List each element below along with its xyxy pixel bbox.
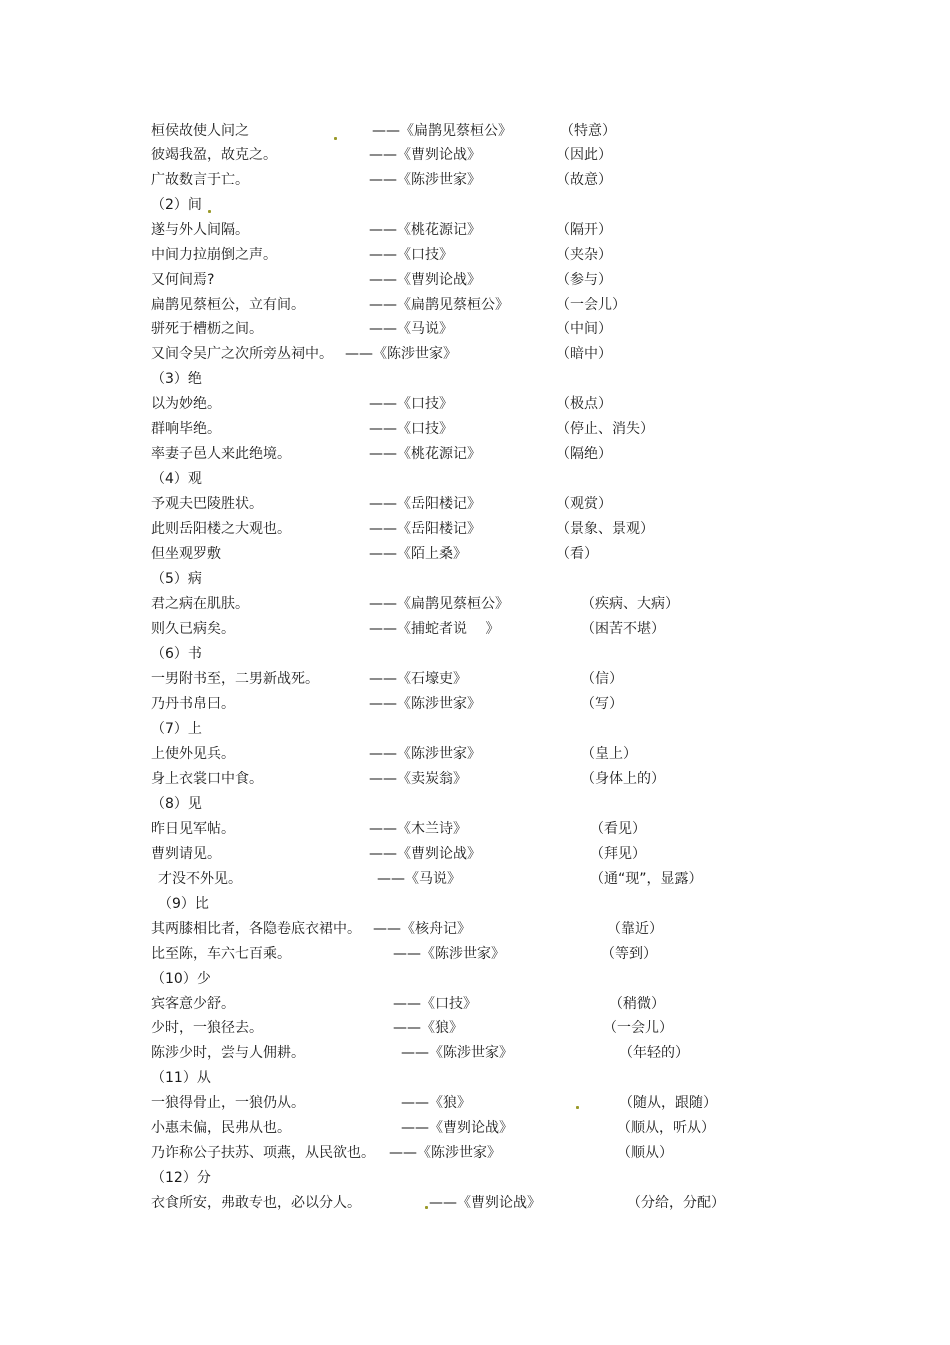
entry-source: ——《曹刿论战》 <box>369 147 481 163</box>
entry-sentence: 身上衣裳口中食。 <box>151 771 263 787</box>
entry-source: ——《陈涉世家》 <box>389 1145 501 1161</box>
print-speck <box>208 210 211 213</box>
entry-meaning: （隔开） <box>556 222 612 238</box>
entry-meaning: （顺从） <box>617 1145 673 1161</box>
entry-row <box>0 243 950 267</box>
entry-row <box>0 168 950 192</box>
entry-source: ——《马说》 <box>377 871 461 887</box>
section-heading: （3）绝 <box>151 371 202 387</box>
entry-source: ——《捕蛇者说 》 <box>369 621 500 637</box>
section-heading: （5）病 <box>151 571 202 587</box>
entry-row <box>0 119 950 143</box>
entry-row <box>0 293 950 317</box>
section-heading: （7）上 <box>151 721 202 737</box>
entry-sentence: 衣食所安，弗敢专也，必以分人。 <box>151 1195 361 1211</box>
entry-meaning: （疾病、大病） <box>581 596 679 612</box>
entry-sentence: 率妻子邑人来此绝境。 <box>151 446 291 462</box>
entry-sentence: 一狼得骨止，一狼仍从。 <box>151 1095 305 1111</box>
entry-meaning: （因此） <box>556 147 612 163</box>
entry-meaning: （暗中） <box>556 346 612 362</box>
entry-meaning: （看见） <box>590 821 646 837</box>
entry-meaning: （年轻的） <box>619 1045 689 1061</box>
entry-sentence: 乃诈称公子扶苏、项燕，从民欲也。 <box>151 1145 375 1161</box>
entry-meaning: （夹杂） <box>556 247 612 263</box>
entry-meaning: （顺从，听从） <box>617 1120 715 1136</box>
entry-meaning: （中间） <box>556 321 612 337</box>
entry-row <box>0 1116 950 1140</box>
entry-meaning: （信） <box>581 671 623 687</box>
section-heading: （10）少 <box>151 971 211 987</box>
entry-source: ——《陈涉世家》 <box>369 746 481 762</box>
entry-meaning: （极点） <box>556 396 612 412</box>
entry-source: ——《陈涉世家》 <box>369 172 481 188</box>
entry-row <box>0 542 950 566</box>
section-heading: （12）分 <box>151 1170 211 1186</box>
entry-row <box>0 917 950 941</box>
entry-meaning: （停止、消失） <box>556 421 654 437</box>
entry-sentence: 予观夫巴陵胜状。 <box>151 496 263 512</box>
entry-source: ——《曹刿论战》 <box>429 1195 541 1211</box>
print-speck <box>576 1106 579 1109</box>
entry-meaning: （故意） <box>556 172 612 188</box>
section-heading: （8）见 <box>151 796 202 812</box>
entry-sentence: 群响毕绝。 <box>151 421 221 437</box>
entry-sentence: 君之病在肌肤。 <box>151 596 249 612</box>
entry-meaning: （景象、景观） <box>556 521 654 537</box>
entry-row <box>0 867 950 891</box>
entry-source: ——《扁鹊见蔡桓公》 <box>372 123 512 139</box>
entry-row <box>0 742 950 766</box>
entry-meaning: （拜见） <box>590 846 646 862</box>
entry-meaning: （困苦不堪） <box>581 621 665 637</box>
entry-sentence: 乃丹书帛曰。 <box>151 696 235 712</box>
entry-sentence: 中间力拉崩倒之声。 <box>151 247 277 263</box>
entry-sentence: 小惠未偏，民弗从也。 <box>151 1120 291 1136</box>
section-heading: （6）书 <box>151 646 202 662</box>
entry-meaning: （参与） <box>556 272 612 288</box>
entry-source: ——《曹刿论战》 <box>401 1120 513 1136</box>
entry-source: ——《狼》 <box>401 1095 471 1111</box>
entry-source: ——《桃花源记》 <box>369 446 481 462</box>
entry-row <box>0 667 950 691</box>
entry-source: ——《石壕吏》 <box>369 671 467 687</box>
entry-sentence: 此则岳阳楼之大观也。 <box>151 521 291 537</box>
entry-sentence: 少时，一狼径去。 <box>151 1020 263 1036</box>
entry-row <box>0 767 950 791</box>
entry-source: ——《岳阳楼记》 <box>369 521 481 537</box>
entry-source: ——《核舟记》 <box>373 921 471 937</box>
entry-meaning: （观赏） <box>556 496 612 512</box>
entry-meaning: （身体上的） <box>581 771 665 787</box>
entry-row <box>0 442 950 466</box>
entry-row <box>0 1091 950 1115</box>
entry-source: ——《口技》 <box>369 247 453 263</box>
entry-row <box>0 143 950 167</box>
entry-meaning: （靠近） <box>607 921 663 937</box>
entry-meaning: （一会儿） <box>603 1020 673 1036</box>
entry-sentence: 扁鹊见蔡桓公，立有间。 <box>151 297 305 313</box>
entry-source: ——《扁鹊见蔡桓公》 <box>369 297 509 313</box>
entry-meaning: （看） <box>556 546 598 562</box>
entry-meaning: （特意） <box>560 123 616 139</box>
section-heading: （9）比 <box>158 896 209 912</box>
entry-source: ——《扁鹊见蔡桓公》 <box>369 596 509 612</box>
entry-sentence: 又间令吴广之次所旁丛祠中。 <box>151 346 333 362</box>
entry-row <box>0 842 950 866</box>
entry-sentence: 又何间焉? <box>151 272 215 288</box>
entry-row <box>0 1041 950 1065</box>
entry-source: ——《桃花源记》 <box>369 222 481 238</box>
entry-source: ——《陌上桑》 <box>369 546 467 562</box>
entry-sentence: 昨日见军帖。 <box>151 821 235 837</box>
entry-source: ——《陈涉世家》 <box>369 696 481 712</box>
entry-row <box>0 817 950 841</box>
entry-sentence: 其两膝相比者，各隐卷底衣裙中。 <box>151 921 361 937</box>
entry-meaning: （随从，跟随） <box>619 1095 717 1111</box>
entry-row <box>0 317 950 341</box>
entry-meaning: （皇上） <box>581 746 637 762</box>
entry-source: ——《狼》 <box>393 1020 463 1036</box>
entry-sentence: 骈死于槽枥之间。 <box>151 321 263 337</box>
entry-sentence: 一男附书至，二男新战死。 <box>151 671 319 687</box>
entry-meaning: （等到） <box>601 946 657 962</box>
entry-source: ——《木兰诗》 <box>369 821 467 837</box>
entry-meaning: （写） <box>581 696 623 712</box>
entry-sentence: 遂与外人间隔。 <box>151 222 249 238</box>
entry-sentence: 桓侯故使人问之 <box>151 123 249 139</box>
entry-source: ——《陈涉世家》 <box>393 946 505 962</box>
entry-row <box>0 517 950 541</box>
entry-meaning: （一会儿） <box>556 297 626 313</box>
entry-sentence: 彼竭我盈，故克之。 <box>151 147 277 163</box>
entry-row <box>0 942 950 966</box>
entry-row <box>0 342 950 366</box>
entry-sentence: 比至陈，车六七百乘。 <box>151 946 291 962</box>
section-heading: （4）观 <box>151 471 202 487</box>
entry-source: ——《陈涉世家》 <box>345 346 457 362</box>
entry-sentence: 则久已病矣。 <box>151 621 235 637</box>
section-heading: （2）间 <box>151 197 202 213</box>
entry-meaning: （稍微） <box>609 996 665 1012</box>
entry-sentence: 但坐观罗敷 <box>151 546 221 562</box>
entry-row <box>0 1141 950 1165</box>
entry-row <box>0 417 950 441</box>
entry-source: ——《岳阳楼记》 <box>369 496 481 512</box>
entry-meaning: （分给，分配） <box>627 1195 725 1211</box>
entry-sentence: 上使外见兵。 <box>151 746 235 762</box>
entry-meaning: （通“现”，显露） <box>590 871 703 887</box>
entry-row <box>0 592 950 616</box>
entry-row <box>0 617 950 641</box>
entry-row <box>0 492 950 516</box>
entry-source: ——《陈涉世家》 <box>401 1045 513 1061</box>
entry-meaning: （隔绝） <box>556 446 612 462</box>
entry-sentence: 才没不外见。 <box>158 871 242 887</box>
entry-source: ——《曹刿论战》 <box>369 272 481 288</box>
entry-source: ——《口技》 <box>369 396 453 412</box>
entry-source: ——《口技》 <box>369 421 453 437</box>
entry-row <box>0 692 950 716</box>
entry-source: ——《马说》 <box>369 321 453 337</box>
entry-row <box>0 392 950 416</box>
entry-row <box>0 1016 950 1040</box>
entry-row <box>0 268 950 292</box>
entry-source: ——《曹刿论战》 <box>369 846 481 862</box>
entry-row <box>0 1191 950 1215</box>
entry-row <box>0 992 950 1016</box>
entry-sentence: 陈涉少时，尝与人佣耕。 <box>151 1045 305 1061</box>
entry-source: ——《口技》 <box>393 996 477 1012</box>
entry-row <box>0 218 950 242</box>
print-speck <box>334 137 337 140</box>
entry-sentence: 宾客意少舒。 <box>151 996 235 1012</box>
entry-source: ——《卖炭翁》 <box>369 771 467 787</box>
entry-sentence: 以为妙绝。 <box>151 396 221 412</box>
entry-sentence: 曹刿请见。 <box>151 846 221 862</box>
section-heading: （11）从 <box>151 1070 211 1086</box>
entry-sentence: 广故数言于亡。 <box>151 172 249 188</box>
